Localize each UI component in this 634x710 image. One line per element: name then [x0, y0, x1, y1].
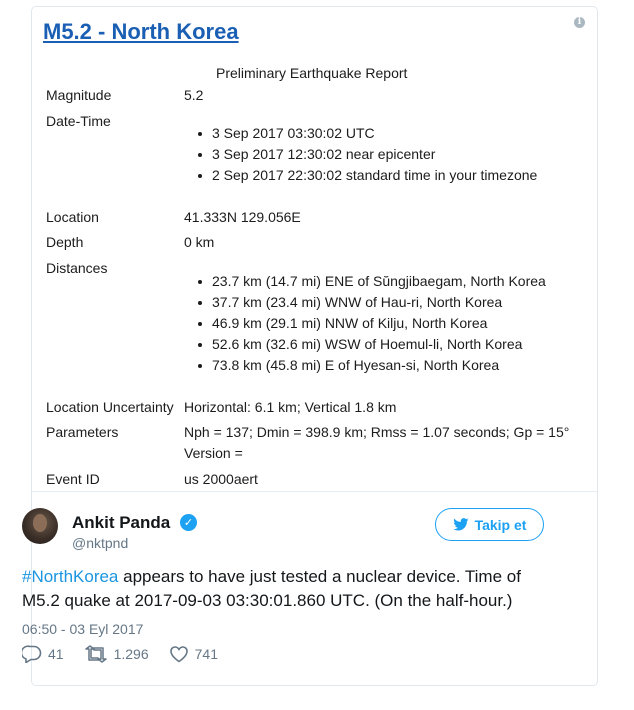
location-value: 41.333N 129.056E — [184, 209, 301, 225]
avatar[interactable] — [22, 508, 58, 544]
distances-label: Distances — [46, 260, 108, 276]
reply-button[interactable] — [22, 645, 64, 663]
hashtag-link[interactable]: #NorthKorea — [22, 567, 119, 586]
distance-item: 37.7 km (23.4 mi) WNW of Hau-ri, North Korea — [198, 292, 546, 313]
user-handle[interactable]: @nktpnd — [72, 535, 129, 551]
distance-item: 46.9 km (29.1 mi) NNW of Kilju, North Korea — [198, 313, 546, 334]
distance-item: 52.6 km (32.6 mi) WSW of Hoemul-li, North Korea — [198, 334, 546, 355]
reply-count: 41 — [48, 646, 64, 662]
tweet-actions — [22, 645, 238, 663]
datetime-list — [198, 123, 537, 186]
bird-icon — [453, 518, 469, 531]
magnitude-value: 5.2 — [184, 87, 204, 103]
tweet-body: appears to have just tested a nuclear device. Time of M5.2 quake at 2017-09-03 03:30:01.860 UTC. (On the half-hour.) — [22, 567, 521, 610]
avatar-face — [33, 514, 47, 532]
divider — [32, 491, 597, 492]
tweet-timestamp[interactable]: 06:50 - 03 Eyl 2017 — [22, 621, 144, 637]
like-button[interactable] — [169, 645, 218, 663]
distance-item: 23.7 km (14.7 mi) ENE of Sŭngjibaegam, North Korea — [198, 271, 546, 292]
depth-label: Depth — [46, 234, 84, 250]
parameters-label: Parameters — [46, 424, 119, 440]
location-label: Location — [46, 209, 99, 225]
retweet-icon — [84, 645, 108, 663]
uncertainty-label: Location Uncertainty — [46, 399, 174, 415]
uncertainty-value: Horizontal: 6.1 km; Vertical 1.8 km — [184, 399, 397, 415]
datetime-item: 2 Sep 2017 22:30:02 standard time in your timezone — [198, 165, 537, 186]
depth-value: 0 km — [184, 234, 215, 250]
eventid-label: Event ID — [46, 471, 100, 487]
tweet-text — [22, 565, 552, 613]
verified-icon: ✓ — [180, 514, 197, 531]
follow-label: Takip et — [474, 516, 527, 533]
datetime-item: 3 Sep 2017 12:30:02 near epicenter — [198, 144, 537, 165]
distance-item: 73.8 km (45.8 mi) E of Hyesan-si, North Korea — [198, 355, 546, 376]
datetime-label: Date-Time — [46, 113, 111, 129]
follow-button[interactable] — [435, 508, 544, 541]
report-title-link[interactable]: M5.2 - North Korea — [43, 19, 239, 44]
user-name[interactable]: Ankit Panda — [72, 513, 171, 532]
like-icon — [169, 645, 189, 663]
retweet-count: 1.296 — [113, 646, 149, 662]
magnitude-label: Magnitude — [46, 87, 112, 103]
version-value: Version = — [184, 445, 243, 461]
datetime-item: 3 Sep 2017 03:30:02 UTC — [198, 123, 537, 144]
info-icon[interactable]: i — [574, 17, 585, 28]
reply-icon — [22, 645, 42, 663]
eventid-value: us 2000aert — [184, 471, 258, 487]
distances-list — [198, 271, 546, 376]
parameters-value: Nph = 137; Dmin = 398.9 km; Rmss = 1.07 seconds; Gp = 15° — [184, 424, 570, 440]
retweet-button[interactable] — [84, 645, 149, 663]
report-subtitle: Preliminary Earthquake Report — [216, 65, 408, 81]
like-count: 741 — [194, 646, 218, 662]
